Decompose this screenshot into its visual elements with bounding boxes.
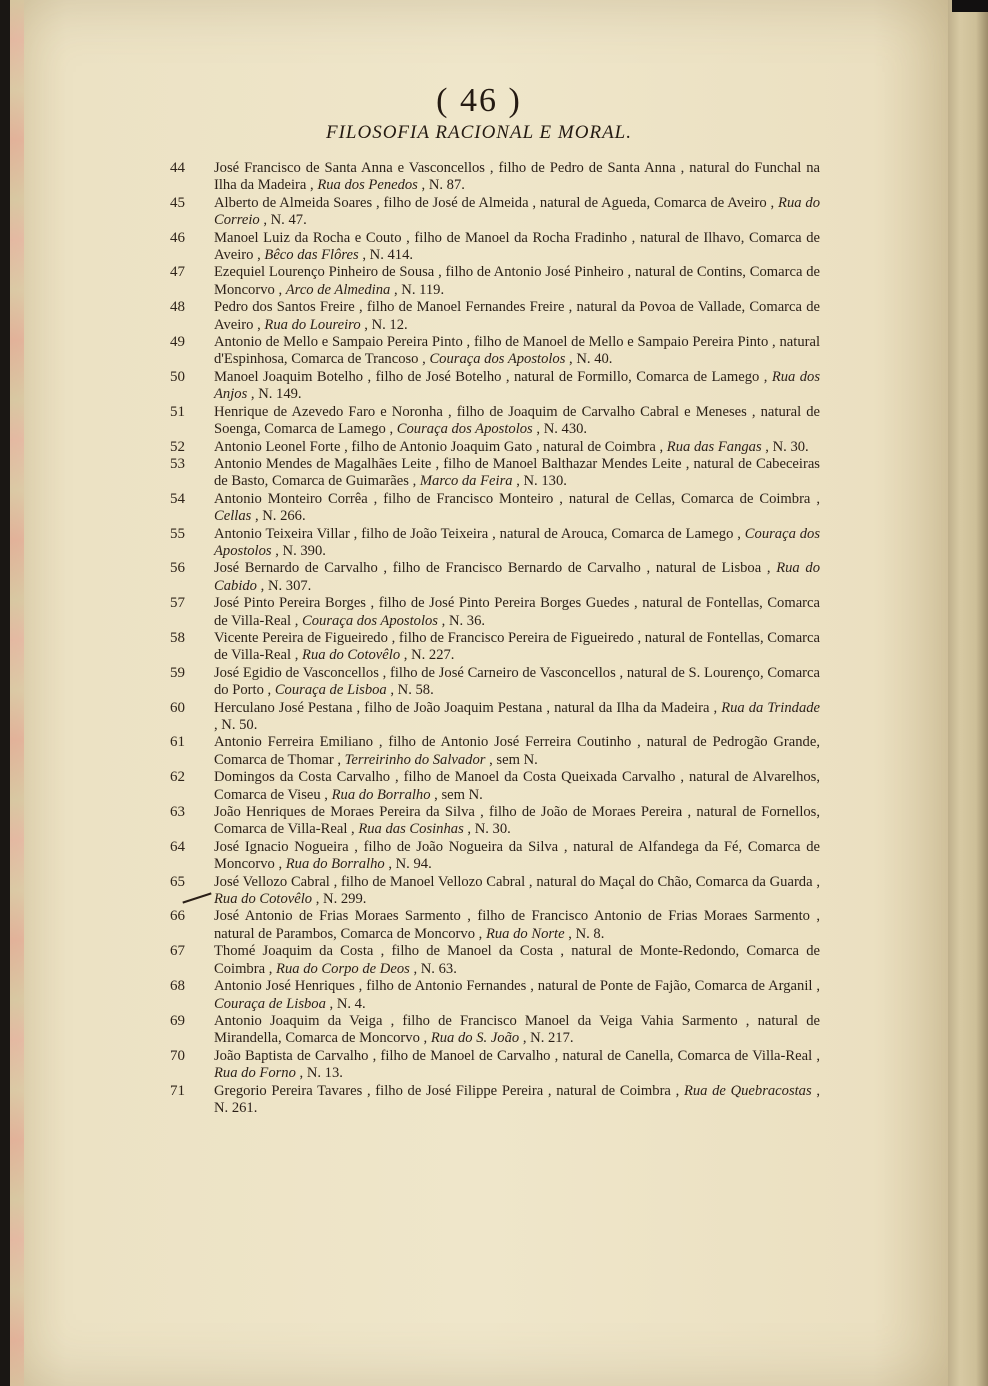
street-address: Couraça dos Apostolos	[396, 421, 533, 438]
street-address: Rua do Cabido	[214, 560, 820, 594]
entry-number: 71	[170, 1082, 185, 1099]
origin: natural de Arouca, Comarca de Lamego	[499, 525, 734, 542]
student-name: Gregorio Pereira Tavares	[214, 1082, 363, 1099]
entry-text: Antonio José Henriques , filho de Antonio Fernandes , natural de Ponte de Fajão, Comarca de Arganil , Couraça de Lisboa , N. 4.	[214, 978, 821, 1012]
entry-text: Antonio de Mello e Sampaio Pereira Pinto , filho de Manoel de Mello e Sampaio Pereira Pinto , natural d'Espinhosa, Comarca de Trancoso , Couraça dos Apostolos , N. 40.	[214, 334, 821, 368]
origin: natural do Funchal na Ilha da Madeira	[214, 160, 821, 194]
entry-text: João Henriques de Moraes Pereira da Silva , filho de João de Moraes Pereira , natural de Fornellos, Comarca de Villa-Real , Rua das Cosinhas , N. 30.	[214, 804, 820, 838]
origin: natural de Canella, Comarca de Villa-Real	[562, 1047, 813, 1064]
house-number: N. 47.	[270, 212, 307, 229]
entry-text: José Antonio de Frias Moraes Sarmento , filho de Francisco Antonio de Frias Moraes Sarmento , natural de Parambos, Comarca de Moncorvo , Rua do Norte , N. 8.	[214, 908, 820, 942]
entry-text: Vicente Pereira de Figueiredo , filho de Francisco Pereira de Figueiredo , natural de Fontellas, Comarca de Villa-Real , Rua do Cotovêlo , N. 227.	[214, 629, 820, 664]
house-number: N. 149.	[258, 386, 302, 403]
origin: natural de Parambos, Comarca de Moncorvo	[214, 925, 475, 942]
book-page	[10, 0, 948, 1386]
entry-number: 45	[170, 194, 185, 211]
entry-number: 58	[170, 629, 185, 646]
entry-text: Ezequiel Lourenço Pinheiro de Sousa , filho de Antonio José Pinheiro , natural de Contins, Comarca de Moncorvo , Arco de Almedina , N. 119.	[214, 264, 820, 298]
entry-text: José Pinto Pereira Borges , filho de José Pinto Pereira Borges Guedes , natural de Fontellas, Comarca de Villa-Real , Couraça dos Apostolos , N. 36.	[214, 595, 820, 629]
list-item	[170, 769, 820, 804]
entry-text: Antonio Ferreira Emiliano , filho de Antonio José Ferreira Coutinho , natural de Pedrogão Grande, Comarca de Thomar , Terreirinho do Salvador , sem N.	[214, 734, 820, 768]
house-number: N. 130.	[523, 473, 567, 490]
parent-name: filho de João de Moraes Pereira	[489, 804, 683, 821]
house-number: N. 414.	[369, 247, 414, 264]
entry-text: Herculano José Pestana , filho de João Joaquim Pestana , natural da Ilha da Madeira , Rua da Trindade , N. 50.	[214, 699, 821, 733]
student-name: Antonio Mendes de Magalhães Leite	[214, 455, 432, 472]
student-name: José Francisco de Santa Anna e Vasconcellos	[214, 160, 485, 176]
entry-number: 68	[170, 978, 185, 995]
street-address: Cellas	[214, 508, 252, 525]
street-address: Arco de Almedina	[285, 281, 391, 298]
list-item	[170, 439, 820, 456]
street-address: Terreirinho do Salvador	[344, 751, 486, 768]
house-number: N. 30.	[474, 821, 511, 838]
parent-name: filho de Manoel Fernandes Freire	[366, 299, 565, 316]
parent-name: filho de Francisco Manoel da Veiga Vahia Sarmento	[402, 1012, 738, 1029]
house-number: N. 261.	[214, 1099, 258, 1116]
entry-number: 50	[170, 368, 185, 385]
student-name: José Vellozo Cabral	[214, 873, 330, 890]
entry-text: José Francisco de Santa Anna e Vasconcellos , filho de Pedro de Santa Anna , natural do Funchal na Ilha da Madeira , Rua dos Penedos , N. 87.	[214, 160, 821, 194]
student-name: José Bernardo de Carvalho	[214, 560, 378, 577]
student-name: João Baptista de Carvalho	[214, 1047, 369, 1064]
street-address: Rua do Cotovêlo	[214, 891, 313, 908]
list-item	[170, 734, 820, 769]
parent-name: filho de João Nogueira da Silva	[363, 838, 559, 855]
house-number: N. 63.	[420, 960, 457, 977]
entry-text: Domingos da Costa Carvalho , filho de Manoel da Costa Queixada Carvalho , natural de Alvarelhos, Comarca de Viseu , Rua do Borralho , sem N.	[214, 769, 820, 803]
street-address: Rua do Loureiro	[264, 316, 361, 333]
house-number: sem N.	[441, 786, 483, 803]
list-item	[170, 665, 820, 700]
origin: natural de Fornellos, Comarca de Villa-Real	[214, 804, 820, 838]
student-name: Antonio de Mello e Sampaio Pereira Pinto	[214, 334, 463, 351]
street-address: Rua das Fangas	[666, 438, 762, 455]
student-name: Thomé Joaquim da Costa	[214, 943, 374, 960]
entry-number: 66	[170, 908, 185, 925]
origin: natural de Agueda, Comarca de Aveiro	[539, 194, 767, 211]
student-name: Ezequiel Lourenço Pinheiro de Sousa	[214, 264, 435, 281]
entry-number: 49	[170, 334, 185, 351]
parent-name: filho de José Carneiro de Vasconcellos	[389, 664, 616, 681]
street-address: Rua do Forno	[214, 1065, 296, 1082]
student-name: Domingos da Costa Carvalho	[214, 769, 391, 786]
parent-name: filho de Joaquim de Carvalho Cabral e Meneses	[456, 403, 747, 420]
house-number: N. 13.	[306, 1065, 343, 1082]
origin: natural de Soenga, Comarca de Lamego	[214, 403, 821, 438]
house-number: N. 430.	[543, 421, 588, 438]
student-name: Manoel Luiz da Rocha e Couto	[214, 229, 402, 246]
parent-name: filho de Manoel Balthazar Mendes Leite	[443, 455, 682, 472]
student-name: José Egidio de Vasconcellos	[214, 664, 379, 681]
parent-name: filho de Manoel de Carvalho	[380, 1047, 551, 1064]
origin: natural d'Espinhosa, Comarca de Trancoso	[214, 334, 821, 368]
origin: natural de Ilhavo, Comarca de Aveiro	[214, 229, 821, 264]
student-name: Henrique de Azevedo Faro e Noronha	[214, 403, 443, 420]
list-item	[170, 874, 820, 909]
parent-name: filho de Pedro de Santa Anna	[498, 160, 676, 176]
student-list	[170, 160, 820, 1117]
student-name: Antonio Teixeira Villar	[214, 525, 350, 542]
student-name: Alberto de Almeida Soares	[214, 194, 373, 211]
student-name: Antonio Monteiro Corrêa	[214, 490, 368, 507]
parent-name: filho de Francisco Antonio de Frias Moraes Sarmento	[477, 908, 810, 925]
list-item	[170, 230, 820, 265]
list-item	[170, 560, 820, 595]
parent-name: filho de Manoel da Rocha Fradinho	[414, 229, 628, 246]
entry-text: João Baptista de Carvalho , filho de Manoel de Carvalho , natural de Canella, Comarca de Villa-Real , Rua do Forno , N. 13.	[214, 1047, 820, 1082]
entry-text: Alberto de Almeida Soares , filho de José de Almeida , natural de Agueda, Comarca de Aveiro , Rua do Correio , N. 47.	[214, 194, 820, 229]
street-address: Rua de Quebracostas	[683, 1082, 812, 1099]
entry-number: 46	[170, 229, 185, 246]
street-address: Rua dos Penedos	[317, 177, 418, 194]
entry-number: 47	[170, 264, 185, 281]
entry-text: Antonio Teixeira Villar , filho de João Teixeira , natural de Arouca, Comarca de Lamego , Couraça dos Apostolos , N. 390.	[214, 525, 821, 559]
parent-name: filho de Manoel da Costa	[391, 943, 554, 960]
entry-text: Antonio Mendes de Magalhães Leite , filho de Manoel Balthazar Mendes Leite , natural de Cabeceiras de Basto, Comarca de Guimarães , Marco da Feira , N. 130.	[214, 455, 820, 490]
entry-text: José Bernardo de Carvalho , filho de Francisco Bernardo de Carvalho , natural de Lisboa , Rua do Cabido , N. 307.	[214, 560, 820, 594]
list-item	[170, 299, 820, 334]
street-address: Rua da Trindade	[721, 699, 821, 716]
parent-name: filho de Antonio José Ferreira Coutinho	[388, 734, 632, 751]
entry-number: 70	[170, 1047, 185, 1064]
student-name: José Pinto Pereira Borges	[214, 595, 366, 612]
street-address: Rua do Norte	[485, 925, 565, 942]
street-address: Couraça dos Apostolos	[302, 612, 438, 629]
entry-number: 57	[170, 595, 185, 612]
entry-number: 48	[170, 299, 185, 316]
section-title: FILOSOFIA RACIONAL E MORAL.	[325, 122, 632, 143]
parent-name: filho de Francisco Monteiro	[383, 490, 554, 507]
page-number: ( 46 )	[436, 82, 522, 119]
origin: natural de Cellas, Comarca de Coimbra	[568, 490, 811, 507]
parent-name: filho de Antonio Fernandes	[366, 978, 527, 995]
street-address: Couraça dos Apostolos	[214, 525, 821, 559]
entry-number: 61	[170, 734, 185, 751]
student-name: Vicente Pereira de Figueiredo	[214, 629, 388, 646]
origin: natural de Fontellas, Comarca de Villa-Real	[214, 629, 820, 664]
origin: natural de Ponte de Fajão, Comarca de Arganil	[537, 978, 813, 995]
origin: natural de Pedrogão Grande, Comarca de Thomar	[214, 734, 820, 768]
house-number: N. 227.	[411, 647, 455, 664]
entry-text: Antonio Leonel Forte , filho de Antonio Joaquim Gato , natural de Coimbra , Rua das Fangas , N. 30.	[214, 438, 809, 455]
entry-number: 60	[170, 699, 185, 716]
origin: natural de Coimbra	[556, 1082, 671, 1099]
entry-number: 56	[170, 560, 185, 577]
parent-name: filho de José de Almeida	[383, 194, 529, 211]
street-address: Bêco das Flôres	[264, 247, 359, 264]
parent-name: filho de José Botelho	[375, 368, 502, 385]
house-number: N. 12.	[371, 316, 408, 333]
entry-number: 55	[170, 525, 185, 542]
entry-number: 51	[170, 403, 185, 420]
house-number: N. 217.	[530, 1030, 574, 1047]
list-item	[170, 1048, 820, 1083]
street-address: Rua do Cotovêlo	[302, 647, 401, 664]
house-number: N. 87.	[428, 177, 465, 194]
entry-text: José Vellozo Cabral , filho de Manoel Vellozo Cabral , natural do Maçal do Chão, Comarca da Guarda , Rua do Cotovêlo , N. 299.	[214, 873, 820, 908]
street-address: Rua do Correio	[214, 194, 820, 229]
house-number: N. 94.	[395, 856, 432, 873]
street-address: Rua do Borralho	[331, 786, 431, 803]
parent-name: filho de Francisco Bernardo de Carvalho	[392, 560, 641, 577]
list-item	[170, 804, 820, 839]
house-number: N. 8.	[575, 925, 605, 942]
entry-text: Antonio Joaquim da Veiga , filho de Francisco Manoel da Veiga Vahia Sarmento , natural de Mirandella, Comarca de Moncorvo , Rua do S. João , N. 217.	[214, 1012, 821, 1047]
student-name: João Henriques de Moraes Pereira da Silva	[214, 804, 475, 821]
list-item	[170, 404, 820, 439]
list-item	[170, 1083, 820, 1118]
entry-number: 65	[170, 873, 185, 890]
list-item	[170, 595, 820, 630]
house-number: N. 58.	[397, 682, 434, 699]
entry-number: 44	[170, 160, 185, 176]
entry-text: Gregorio Pereira Tavares , filho de José Filippe Pereira , natural de Coimbra , Rua de Quebracostas , N. 261.	[214, 1082, 820, 1116]
list-item	[170, 456, 820, 491]
parent-name: filho de José Filippe Pereira	[375, 1082, 544, 1099]
entry-number: 59	[170, 664, 185, 681]
parent-name: filho de João Teixeira	[361, 525, 489, 542]
list-item	[170, 630, 820, 665]
entry-text: Pedro dos Santos Freire , filho de Manoel Fernandes Freire , natural da Povoa de Vallade, Comarca de Aveiro , Rua do Loureiro , N. 12.	[214, 299, 820, 333]
list-item	[170, 526, 820, 561]
entry-number: 64	[170, 838, 185, 855]
student-name: Antonio Joaquim da Veiga	[214, 1012, 383, 1029]
entry-text: Manoel Luiz da Rocha e Couto , filho de Manoel da Rocha Fradinho , natural de Ilhavo, Comarca de Aveiro , Bêco das Flôres , N. 414.	[214, 229, 821, 264]
entry-number: 67	[170, 943, 185, 960]
street-address: Rua do Corpo de Deos	[276, 960, 410, 977]
street-address: Rua dos Anjos	[214, 368, 821, 403]
house-number: N. 30.	[772, 438, 809, 455]
entry-number: 53	[170, 455, 185, 472]
entry-number: 62	[170, 769, 185, 786]
list-item	[170, 369, 820, 404]
house-number: N. 299.	[323, 891, 367, 908]
student-name: Pedro dos Santos Freire	[214, 299, 355, 316]
street-address: Rua do Borralho	[285, 856, 385, 873]
parent-name: filho de João Joaquim Pestana	[364, 699, 543, 716]
parent-name: filho de Francisco Pereira de Figueiredo	[398, 629, 634, 646]
student-name: Antonio Ferreira Emiliano	[214, 734, 374, 751]
entry-text: Henrique de Azevedo Faro e Noronha , filho de Joaquim de Carvalho Cabral e Meneses , natural de Soenga, Comarca de Lamego , Couraça dos Apostolos , N. 430.	[214, 403, 821, 438]
house-number: N. 266.	[262, 508, 306, 525]
student-name: José Antonio de Frias Moraes Sarmento	[214, 908, 461, 925]
origin: natural de Alfandega da Fé, Comarca de Moncorvo	[214, 838, 820, 873]
entry-number: 52	[170, 438, 185, 455]
street-address: Rua das Cosinhas	[358, 821, 464, 838]
house-number: N. 40.	[576, 351, 613, 368]
origin: natural de Fontellas, Comarca de Villa-Real	[214, 595, 820, 629]
student-name: Antonio Leonel Forte	[214, 438, 341, 455]
origin: natural de Alvarelhos, Comarca de Viseu	[214, 769, 820, 803]
house-number: N. 36.	[448, 612, 486, 629]
scan-corner	[952, 0, 988, 12]
entry-number: 63	[170, 804, 185, 821]
list-item	[170, 160, 820, 195]
list-item	[170, 908, 820, 943]
list-item	[170, 334, 820, 369]
street-address: Marco da Feira	[419, 473, 513, 490]
student-name: Manoel Joaquim Botelho	[214, 368, 364, 385]
entry-number: 54	[170, 490, 185, 507]
book-gutter	[948, 0, 988, 1386]
house-number: N. 119.	[401, 281, 445, 298]
origin: natural de Formillo, Comarca de Lamego	[513, 368, 760, 385]
list-item	[170, 491, 820, 526]
parent-name: filho de Manoel de Mello e Sampaio Pereira Pinto	[473, 334, 769, 351]
entry-text: Thomé Joaquim da Costa , filho de Manoel da Costa , natural de Monte-Redondo, Comarca de Coimbra , Rua do Corpo de Deos , N. 63.	[214, 943, 821, 977]
origin: natural de Contins, Comarca de Moncorvo	[214, 264, 820, 298]
origin: natural do Maçal do Chão, Comarca da Guarda	[536, 873, 813, 890]
parent-name: filho de Antonio Joaquim Gato	[351, 438, 533, 455]
street-address: Couraça de Lisboa	[214, 995, 326, 1012]
entry-text: Manoel Joaquim Botelho , filho de José Botelho , natural de Formillo, Comarca de Lamego , Rua dos Anjos , N. 149.	[214, 368, 821, 403]
street-address: Rua do S. João	[430, 1030, 520, 1047]
house-number: sem N.	[496, 751, 538, 768]
entry-text: Antonio Monteiro Corrêa , filho de Francisco Monteiro , natural de Cellas, Comarca de Coimbra , Cellas , N. 266.	[214, 490, 820, 525]
house-number: N. 307.	[267, 577, 312, 594]
origin: natural de S. Lourenço, Comarca do Porto	[214, 664, 820, 699]
list-item	[170, 195, 820, 230]
page-edge-stain	[10, 0, 24, 1386]
list-item	[170, 978, 820, 1013]
street-address: Couraça dos Apostolos	[429, 351, 566, 368]
parent-name: filho de Antonio José Pinheiro	[445, 264, 624, 281]
street-address: Couraça de Lisboa	[274, 682, 387, 699]
origin: natural da Ilha da Madeira	[554, 699, 710, 716]
list-item	[170, 1013, 820, 1048]
list-item	[170, 943, 820, 978]
house-number: N. 4.	[336, 995, 366, 1012]
parent-name: filho de Manoel da Costa Queixada Carvalho	[403, 769, 676, 786]
origin: natural de Mirandella, Comarca de Moncorvo	[214, 1012, 821, 1047]
entry-text: José Egidio de Vasconcellos , filho de José Carneiro de Vasconcellos , natural de S. Lourenço, Comarca do Porto , Couraça de Lisboa , N. 58.	[214, 664, 820, 699]
student-name: Herculano José Pestana	[214, 699, 353, 716]
parent-name: filho de Manoel Vellozo Cabral	[341, 873, 526, 890]
list-item	[170, 839, 820, 874]
origin: natural de Coimbra	[543, 438, 656, 455]
parent-name: filho de José Pinto Pereira Borges Guedes	[378, 595, 630, 612]
origin: natural de Monte-Redondo, Comarca de Coimbra	[214, 943, 821, 977]
house-number: N. 50.	[221, 717, 258, 733]
entry-number: 69	[170, 1012, 185, 1029]
origin: natural de Lisboa	[655, 560, 762, 577]
student-name: José Ignacio Nogueira	[214, 838, 349, 855]
origin: natural da Povoa de Vallade, Comarca de Aveiro	[214, 299, 820, 333]
entry-text: José Ignacio Nogueira , filho de João Nogueira da Silva , natural de Alfandega da Fé, Comarca de Moncorvo , Rua do Borralho , N. 94.	[214, 838, 820, 873]
list-item	[170, 264, 820, 299]
origin: natural de Cabeceiras de Basto, Comarca de Guimarães	[214, 455, 820, 490]
student-name: Antonio José Henriques	[214, 978, 355, 995]
list-item	[170, 700, 820, 735]
house-number: N. 390.	[282, 542, 326, 559]
